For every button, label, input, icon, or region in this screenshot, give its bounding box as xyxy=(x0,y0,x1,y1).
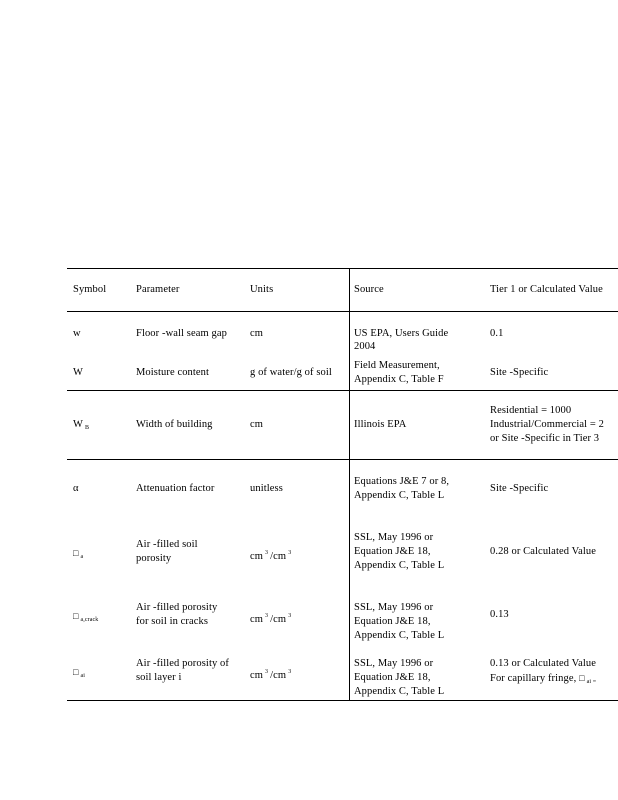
missing-glyph-icon: □ xyxy=(579,673,585,683)
header-symbol: Symbol xyxy=(73,284,107,295)
symbol-subscript: a xyxy=(80,554,84,560)
row-value: Site -Specific xyxy=(490,367,549,378)
row-source-line: Equation J&E 18, xyxy=(354,546,431,557)
row-symbol: α xyxy=(73,483,79,494)
header-units: Units xyxy=(250,284,274,295)
row-parameter: Attenuation factor xyxy=(136,483,215,494)
row-value-line: For capillary fringe, □ $_{ai =}$ xyxy=(490,673,597,685)
row-source-line: Appendix C, Table L xyxy=(354,630,445,641)
header-parameter: Parameter xyxy=(136,284,180,295)
row-value: 0.13 xyxy=(490,609,509,620)
row-source-line: SSL, May 1996 or xyxy=(354,532,434,543)
row-source-line: Equations J&E 7 or 8, xyxy=(354,476,450,487)
symbol-subscript: B xyxy=(85,425,90,431)
row-units: cm $^3$ /cm $^3$ xyxy=(250,613,292,625)
missing-glyph-icon: □ xyxy=(73,611,79,621)
row-units: cm xyxy=(250,328,264,339)
row-symbol xyxy=(73,665,85,683)
row-value-line: Industrial/Commercial = 2 xyxy=(490,419,604,430)
row-value-line: Residential = 1000 xyxy=(490,405,572,416)
row-divider xyxy=(67,459,618,460)
missing-glyph-icon: □ xyxy=(73,667,79,677)
row-symbol: w xyxy=(73,328,81,339)
row-source-line: Appendix C, Table L xyxy=(354,686,445,697)
row-source-line: SSL, May 1996 or xyxy=(354,602,434,613)
row-units: unitless xyxy=(250,483,283,494)
missing-glyph-icon: □ xyxy=(73,548,79,558)
header-tier: Tier 1 or Calculated Value xyxy=(490,284,603,295)
row-units: cm xyxy=(250,419,264,430)
row-source-line: Equation J&E 18, xyxy=(354,616,431,627)
row-value: 0.1 xyxy=(490,328,504,339)
row-parameter-line: Air -filled soil xyxy=(136,539,198,550)
row-symbol xyxy=(73,609,98,627)
table-bottom-rule xyxy=(67,700,618,701)
row-parameter-line: Air -filled porosity of xyxy=(136,658,229,669)
header-source: Source xyxy=(354,284,384,295)
row-value-line: 0.13 or Calculated Value xyxy=(490,658,597,669)
row-parameter: Floor -wall seam gap xyxy=(136,328,227,339)
row-source-line: Appendix C, Table L xyxy=(354,560,445,571)
row-source-line: Appendix C, Table F xyxy=(354,374,444,385)
row-source-line: Field Measurement, xyxy=(354,360,440,371)
row-source-line: 2004 xyxy=(354,341,376,352)
header-bottom-rule xyxy=(67,311,618,312)
row-symbol xyxy=(73,546,83,564)
row-parameter-line: soil layer i xyxy=(136,672,182,683)
row-source-line: SSL, May 1996 or xyxy=(354,658,434,669)
row-symbol: W xyxy=(73,367,84,378)
row-value: 0.28 or Calculated Value xyxy=(490,546,597,557)
row-units: g of water/g of soil xyxy=(250,367,332,378)
symbol-base: W xyxy=(73,419,84,430)
row-source-line: Illinois EPA xyxy=(354,419,407,430)
row-value: Site -Specific xyxy=(490,483,549,494)
row-value-line: or Site -Specific in Tier 3 xyxy=(490,433,600,444)
row-source-line: US EPA, Users Guide xyxy=(354,328,449,339)
row-source-line: Appendix C, Table L xyxy=(354,490,445,501)
row-units: cm $^3$ /cm $^3$ xyxy=(250,669,292,681)
row-parameter: Moisture content xyxy=(136,367,210,378)
row-divider xyxy=(67,390,618,391)
column-divider xyxy=(349,268,350,701)
row-parameter-line: Air -filled porosity xyxy=(136,602,218,613)
row-symbol xyxy=(73,418,89,435)
row-parameter-line: porosity xyxy=(136,553,172,564)
symbol-subscript: ai xyxy=(80,673,86,679)
row-parameter: Width of building xyxy=(136,419,213,430)
table-top-rule xyxy=(67,268,618,269)
row-source-line: Equation J&E 18, xyxy=(354,672,431,683)
row-units: cm $^3$ /cm $^3$ xyxy=(250,550,292,562)
symbol-subscript: a,crack xyxy=(80,617,99,623)
row-parameter-line: for soil in cracks xyxy=(136,616,209,627)
